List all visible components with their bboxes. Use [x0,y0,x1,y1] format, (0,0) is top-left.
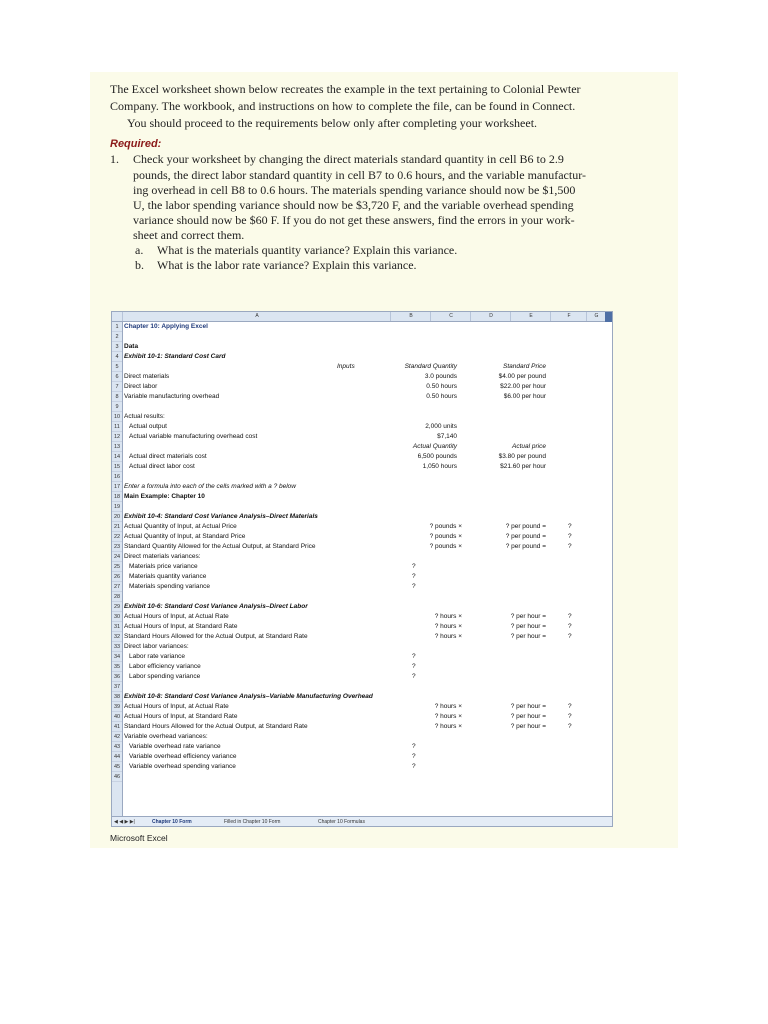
column-header-a[interactable]: A [122,312,391,321]
question-line-3: ing overhead in cell B8 to 0.6 hours. The materials spending variance should now be $1,500 [133,183,576,197]
cell-a215[interactable]: Actual direct labor cost [129,463,195,470]
row-header[interactable]: 45 [113,764,121,770]
sheet-nav-arrows-icon[interactable]: ◀ ◀ ▶ ▶| [114,819,135,825]
row-header[interactable]: 40 [113,714,121,720]
cell-a33[interactable]: Direct labor variances: [124,643,189,650]
row-header[interactable]: 2 [112,332,122,342]
row-header[interactable]: 3 [112,342,122,352]
cell-d22[interactable]: ? per pound = [505,533,546,540]
row-header[interactable]: 25 [113,564,121,570]
cell-b34[interactable]: ? [412,653,416,660]
row-header-bar [112,322,123,816]
required-heading: Required: [110,138,162,150]
row-header[interactable]: 13 [113,444,121,450]
cell-f31[interactable]: ? [568,623,572,630]
cell-d13[interactable]: Actual price [512,443,546,450]
cell-a38[interactable]: Exhibit 10-8: Standard Cost Variance Analysis–Variable Manufacturing Overhead [124,693,373,700]
cell-b36[interactable]: ? [412,673,416,680]
cell-a24[interactable]: Direct materials variances: [124,553,201,560]
cell-b8[interactable]: 0.50 hours [426,393,457,400]
cell-b13[interactable]: Actual Quantity [412,443,457,450]
cell-f39[interactable]: ? [568,703,572,710]
cell-b25[interactable]: ? [412,563,416,570]
scrollbar-up-icon[interactable] [605,312,612,322]
row-header[interactable]: 1 [112,322,122,332]
cell-a30[interactable]: Actual Hours of Input, at Actual Rate [124,613,229,620]
cell-a42[interactable]: Variable overhead variances: [124,733,208,740]
row-header[interactable]: 5 [112,362,122,372]
cell-a32[interactable]: Standard Hours Allowed for the Actual Output, at Standard Rate [124,633,308,640]
cell-a211[interactable]: Actual output [129,423,167,430]
cell-c21[interactable]: ? pounds × [429,523,462,530]
cell-b27[interactable]: ? [412,583,416,590]
row-header[interactable]: 24 [113,554,121,560]
cell-a20[interactable]: Exhibit 10-4: Standard Cost Variance Analysis–Direct Materials [124,513,318,520]
cell-d8[interactable]: $6.00 per hour [503,393,546,400]
row-header[interactable]: 43 [113,744,121,750]
cell-a41[interactable]: Standard Hours Allowed for the Actual Output, at Standard Rate [124,723,308,730]
row-header[interactable]: 36 [113,674,121,680]
row-header[interactable]: 33 [113,644,121,650]
row-header[interactable]: 11 [112,422,122,432]
row-header[interactable]: 35 [113,664,121,670]
sheet-tab-active[interactable]: Chapter 10 Form [152,819,192,825]
cell-a214[interactable]: Actual direct materials cost [129,453,207,460]
cell-c22[interactable]: ? pounds × [429,533,462,540]
cell-b11[interactable]: 2,000 units [425,423,457,430]
column-header-e[interactable]: E [510,312,551,321]
cell-a227[interactable]: Materials spending variance [129,583,210,590]
sheet-tab-formulas[interactable]: Chapter 10 Formulas [318,819,365,825]
cell-a31[interactable]: Actual Hours of Input, at Standard Rate [124,623,238,630]
row-header[interactable]: 32 [113,634,121,640]
row-header[interactable]: 26 [113,574,121,580]
cell-d41[interactable]: ? per hour = [510,723,546,730]
question-number: 1. [110,152,119,166]
row-header[interactable]: 41 [113,724,121,730]
cell-d6[interactable]: $4.00 per pound [498,373,546,380]
row-header[interactable]: 14 [113,454,121,460]
question-line-2: pounds, the direct labor standard quantity in cell B7 to 0.6 hours, and the variable manufactur- [133,168,586,182]
cell-d15[interactable]: $21.60 per hour [500,463,546,470]
column-header-b[interactable]: B [390,312,431,321]
cell-a17[interactable]: Enter a formula into each of the cells marked with a ? below [124,483,296,490]
cell-a244[interactable]: Variable overhead efficiency variance [129,753,237,760]
excel-worksheet [111,311,613,827]
cell-b15[interactable]: 1,050 hours [422,463,457,470]
row-header[interactable]: 19 [113,504,121,510]
row-header[interactable]: 17 [113,484,121,490]
cell-d30[interactable]: ? per hour = [510,613,546,620]
cell-f32[interactable]: ? [568,633,572,640]
row-header[interactable]: 44 [113,754,121,760]
cell-b35[interactable]: ? [412,663,416,670]
cell-d23[interactable]: ? per pound = [505,543,546,550]
cell-a225[interactable]: Materials price variance [129,563,198,570]
cell-c31[interactable]: ? hours × [434,623,462,630]
cell-b14[interactable]: 6,500 pounds [417,453,457,460]
question-line-1: Check your worksheet by changing the direct materials standard quantity in cell B6 to 2.9 [133,152,564,166]
cell-a4[interactable]: Exhibit 10-1: Standard Cost Card [124,353,226,360]
cell-b7[interactable]: 0.50 hours [426,383,457,390]
cell-d21[interactable]: ? per pound = [505,523,546,530]
row-header[interactable]: 16 [113,474,121,480]
cell-b44[interactable]: ? [412,753,416,760]
cell-a40[interactable]: Actual Hours of Input, at Standard Rate [124,713,238,720]
cell-c30[interactable]: ? hours × [434,613,462,620]
row-header[interactable]: 7 [112,382,122,392]
cell-a7[interactable]: Direct labor [124,383,158,390]
cell-a3[interactable]: Data [124,343,139,350]
cell-b12[interactable]: $7,140 [437,433,457,440]
cell-a21[interactable]: Actual Quantity of Input, at Actual Price [124,523,237,530]
cell-a10[interactable]: Actual results: [124,413,165,420]
sheet-tab-filled[interactable]: Filled in Chapter 10 Form [224,819,281,825]
row-header[interactable]: 8 [112,392,122,402]
sub-question-a: What is the materials quantity variance? Explain this variance. [157,243,458,257]
column-header-c[interactable]: C [430,312,471,321]
row-header[interactable]: 4 [112,352,122,362]
row-header[interactable]: 30 [113,614,121,620]
row-header[interactable]: 15 [113,464,121,470]
row-header[interactable]: 27 [113,584,121,590]
cell-b45[interactable]: ? [412,763,416,770]
cell-a23[interactable]: Standard Quantity Allowed for the Actual Output, at Standard Price [124,543,316,550]
row-header[interactable]: 37 [113,684,121,690]
cell-a226[interactable]: Materials quantity variance [129,573,207,580]
row-header[interactable]: 34 [113,654,121,660]
figure-caption: Microsoft Excel [110,833,168,843]
cell-c40[interactable]: ? hours × [434,713,462,720]
cell-ar5[interactable]: Inputs [337,363,355,370]
cell-f22[interactable]: ? [568,533,572,540]
cell-d40[interactable]: ? per hour = [510,713,546,720]
column-header-bar [112,312,612,322]
cell-f23[interactable]: ? [568,543,572,550]
cell-d7[interactable]: $22.00 per hour [500,383,546,390]
row-header[interactable]: 39 [113,704,121,710]
row-header[interactable]: 21 [113,524,121,530]
row-header[interactable]: 42 [113,734,121,740]
cell-a22[interactable]: Actual Quantity of Input, at Standard Price [124,533,246,540]
cell-a39[interactable]: Actual Hours of Input, at Actual Rate [124,703,229,710]
question-line-5: variance should now be $60 F. If you do not get these answers, find the errors in your work- [133,213,575,227]
cell-b43[interactable]: ? [412,743,416,750]
cell-b26[interactable]: ? [412,573,416,580]
column-header-g[interactable]: G [586,312,606,321]
row-header[interactable]: 12 [113,434,121,440]
cell-a235[interactable]: Labor efficiency variance [129,663,201,670]
row-header[interactable]: 10 [113,414,121,420]
cell-a212[interactable]: Actual variable manufacturing overhead cost [129,433,258,440]
cell-a6[interactable]: Direct materials [124,373,170,380]
cell-f41[interactable]: ? [568,723,572,730]
intro-line-3: You should proceed to the requirements below only after completing your worksheet. [127,116,538,130]
cell-b6[interactable]: 3.0 pounds [424,373,457,380]
row-header[interactable]: 46 [113,774,121,780]
row-header[interactable]: 23 [113,544,121,550]
cell-d5[interactable]: Standard Price [503,363,546,370]
row-header[interactable]: 29 [113,604,121,610]
cell-a29[interactable]: Exhibit 10-6: Standard Cost Variance Analysis–Direct Labor [124,603,308,610]
cell-d31[interactable]: ? per hour = [510,623,546,630]
cell-a245[interactable]: Variable overhead spending variance [129,763,236,770]
cell-d39[interactable]: ? per hour = [510,703,546,710]
cell-a236[interactable]: Labor spending variance [129,673,201,680]
row-header[interactable]: 20 [113,514,121,520]
row-header[interactable]: 38 [113,694,121,700]
cell-a18[interactable]: Main Example: Chapter 10 [124,493,205,500]
row-header[interactable]: 18 [113,494,121,500]
row-header[interactable]: 6 [112,372,122,382]
sub-question-b-letter: b. [135,258,144,272]
column-header-d[interactable]: D [470,312,511,321]
cell-c41[interactable]: ? hours × [434,723,462,730]
cell-f30[interactable]: ? [568,613,572,620]
sub-question-a-letter: a. [135,243,144,257]
cell-b5[interactable]: Standard Quantity [404,363,457,370]
cell-a243[interactable]: Variable overhead rate variance [129,743,221,750]
cell-d32[interactable]: ? per hour = [510,633,546,640]
sheet-tab-bar [112,816,612,827]
row-header[interactable]: 22 [113,534,121,540]
question-line-6: sheet and correct them. [133,228,245,242]
cell-c23[interactable]: ? pounds × [429,543,462,550]
row-header[interactable]: 28 [113,594,121,600]
intro-line-2: Company. The workbook, and instructions on how to complete the file, can be found in Connect. [110,99,576,113]
cell-a234[interactable]: Labor rate variance [129,653,186,660]
column-header-f[interactable]: F [550,312,587,321]
cell-f40[interactable]: ? [568,713,572,720]
row-header[interactable]: 9 [112,402,122,412]
cell-a1[interactable]: Chapter 10: Applying Excel [124,323,208,330]
row-header[interactable]: 31 [113,624,121,630]
cell-c32[interactable]: ? hours × [434,633,462,640]
question-line-4: U, the labor spending variance should now be $3,720 F, and the variable overhead spending [133,198,574,212]
cell-c39[interactable]: ? hours × [434,703,462,710]
cell-d14[interactable]: $3.80 per pound [498,453,546,460]
cell-f21[interactable]: ? [568,523,572,530]
cell-a8[interactable]: Variable manufacturing overhead [124,393,220,400]
sub-question-b: What is the labor rate variance? Explain this variance. [157,258,417,272]
intro-line-1: The Excel worksheet shown below recreates the example in the text pertaining to Colonial Pewter [110,82,581,96]
